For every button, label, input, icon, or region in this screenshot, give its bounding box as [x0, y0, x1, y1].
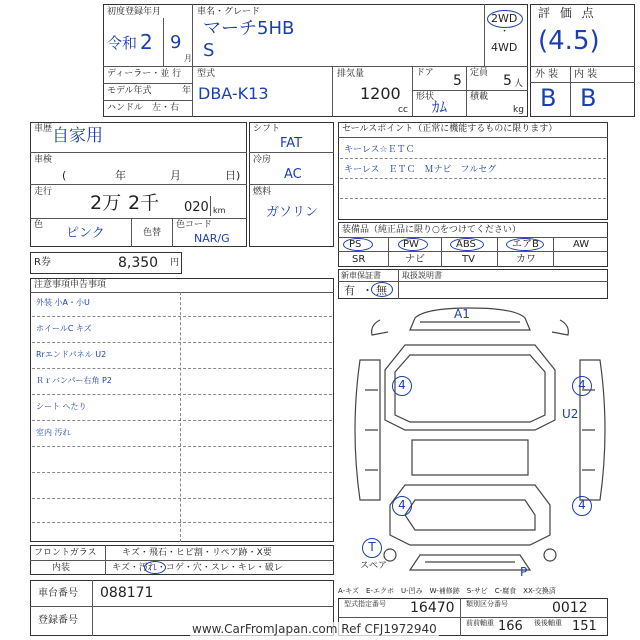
equip-aw: AW	[573, 239, 590, 250]
color-code-label: 色コード	[176, 220, 213, 230]
notes-title: 注意事項申告事項	[34, 280, 107, 290]
damage-legend: A-キズ E-エクボ U-凹み W-補修跡 S-サビ C-腐食 XX-交換済	[338, 587, 556, 595]
first-reg-month: 9	[170, 32, 182, 53]
damage-a1: A1	[454, 307, 470, 321]
shape-label: 形状	[416, 92, 435, 102]
recycle-unit: 円	[170, 258, 180, 268]
shift: FAT	[280, 136, 303, 151]
model-cert-label: 型式指定番号	[344, 600, 386, 608]
doors: 5	[453, 73, 462, 89]
model-code: DBA-K13	[198, 84, 269, 103]
note-3: Rrエンドパネル U2	[36, 350, 107, 359]
equip-pw: PW	[403, 239, 419, 250]
load-label: 積載	[470, 92, 489, 102]
mileage-unit: km	[213, 206, 226, 215]
score-label: 評 価 点	[538, 6, 597, 20]
drive-dot: ・	[500, 27, 510, 37]
car-diagram	[340, 300, 620, 590]
shape: ｶﾑ	[432, 98, 448, 116]
color-label: 色	[34, 220, 44, 230]
drive-2wd: 2WD	[491, 12, 518, 25]
color-code: NAR/G	[194, 232, 230, 245]
inspection-year-unit: 年	[115, 169, 126, 182]
note-4: Ｒｒバンパー右角 P2	[36, 376, 112, 385]
displacement-label: 排気量	[337, 69, 365, 79]
first-reg-label: 初度登録年月	[107, 7, 162, 17]
spare-circle	[362, 538, 382, 558]
handle-label: ハンドル 左・右	[107, 103, 180, 113]
model-name: マーチ5HB	[203, 18, 295, 39]
dealer-label: ディーラー・並 行	[107, 69, 182, 79]
first-reg-year: 2	[140, 30, 153, 54]
exterior-score: B	[540, 84, 557, 112]
equipment-title: 装備品（純正品に限り○をつけてください）	[342, 225, 521, 235]
warranty-label-1: 新車保証書	[341, 271, 381, 280]
tire-rr-circle	[572, 496, 592, 516]
mileage-sen: 2千	[128, 192, 160, 214]
tire-rr: 4	[578, 498, 586, 512]
score-value: (4.5)	[538, 26, 600, 56]
tire-rl-circle	[392, 496, 412, 516]
rear-weight: 151	[572, 619, 597, 634]
class-label: 類別区分番号	[466, 600, 508, 608]
shift-label: シフト	[253, 124, 281, 134]
recycle: 8,350	[118, 255, 159, 271]
note-1: 外装 小A・小U	[36, 298, 90, 307]
front-weight: 166	[498, 619, 523, 634]
tire-fr: 4	[578, 378, 586, 392]
equip-airbag: エアB	[512, 239, 539, 250]
reg-label: 登録番号	[38, 615, 78, 626]
inspection-month-unit: 月	[170, 169, 181, 182]
recycle-label: R券	[34, 257, 51, 268]
aircon: AC	[284, 167, 302, 182]
warranty-dot: ・	[362, 284, 373, 297]
tire-fr-circle	[572, 376, 592, 396]
capacity-label: 定員	[470, 68, 489, 78]
inspection-day-unit: 日)	[225, 169, 241, 182]
sales-point-2: キーレス ＥＴＣ Ｍナビ フルセグ	[344, 165, 497, 175]
tire-fl-circle	[392, 376, 412, 396]
usage-label: 車歴	[34, 124, 53, 134]
equip-tv: TV	[462, 254, 475, 265]
first-reg-era: 令和	[107, 34, 138, 52]
interior-score: B	[580, 84, 597, 112]
damage-u2: U2	[562, 407, 579, 421]
rear-weight-label: 後後軸重	[534, 619, 562, 627]
model-year-label: モデル年式	[107, 86, 152, 96]
glass-text: キズ・飛石・ヒビ割・リペア跡・X要	[122, 548, 272, 558]
aircon-label: 冷房	[253, 155, 272, 165]
watermark: www.CarFromJapan.com Ref CFJ1972940	[192, 622, 437, 636]
exterior-label: 外 装	[535, 69, 559, 80]
doors-label: ドア	[416, 68, 434, 78]
equip-navi: ナビ	[405, 254, 425, 265]
capacity: 5	[503, 73, 512, 89]
sales-points-title: セールスポイント（正常に機能するものに限ります）	[342, 124, 558, 134]
front-weight-label: 前前軸重	[466, 619, 494, 627]
displacement: 1200	[360, 84, 401, 103]
tire-rl: 4	[398, 498, 406, 512]
recycle-box	[30, 252, 182, 274]
color: ピンク	[66, 226, 105, 241]
spare: T	[368, 540, 376, 554]
inspection-paren: (	[62, 169, 67, 182]
damage-p: P	[520, 565, 528, 579]
color-change-label: 色替	[143, 228, 162, 238]
model-year-unit: 年	[182, 86, 192, 96]
model-code-label: 型式	[197, 69, 216, 79]
interior-cond-label: 内装	[52, 563, 71, 573]
warranty-label-2: 取扱説明書	[402, 271, 442, 280]
spare-label: スペア	[360, 561, 388, 571]
class-number: 0012	[552, 600, 588, 616]
month-unit: 月	[184, 54, 192, 63]
mileage-rest: 020	[184, 200, 209, 215]
tire-fl: 4	[398, 378, 406, 392]
mileage-man: 2万	[90, 192, 122, 214]
inspection-label: 車検	[34, 155, 53, 165]
chassis-label: 車台番号	[38, 588, 78, 599]
model-name-label: 車名・グレード	[197, 7, 261, 17]
equip-sr: SR	[352, 254, 366, 265]
fuel: ガソリン	[266, 205, 319, 220]
note-6: 室内 汚れ	[36, 428, 71, 437]
chassis-number: 088171	[100, 585, 154, 601]
note-5: シート へたり	[36, 402, 87, 411]
sales-point-1: キーレス☆ＥＴＣ	[344, 145, 415, 155]
fuel-label: 燃料	[253, 187, 272, 197]
interior-cond-text: キズ・汚れ・コゲ・穴・スレ・キレ・破レ	[112, 563, 283, 573]
mileage-label: 走行	[34, 187, 53, 197]
capacity-unit: 人	[514, 79, 524, 89]
warranty-none: 無	[376, 284, 387, 297]
equip-abs: ABS	[456, 239, 476, 250]
cc-unit: cc	[398, 105, 408, 115]
equip-ps: PS	[349, 239, 362, 250]
drive-4wd: 4WD	[491, 41, 518, 54]
note-2: ホイールC キズ	[36, 324, 92, 333]
grade: S	[203, 40, 215, 61]
model-cert: 16470	[410, 600, 455, 616]
interior-label: 内 装	[574, 69, 598, 80]
glass-label: フロントガラス	[34, 548, 97, 558]
load-unit: kg	[513, 105, 524, 115]
usage: 自家用	[52, 126, 103, 146]
warranty-has: 有	[344, 284, 355, 297]
equip-leather: カワ	[516, 254, 536, 265]
